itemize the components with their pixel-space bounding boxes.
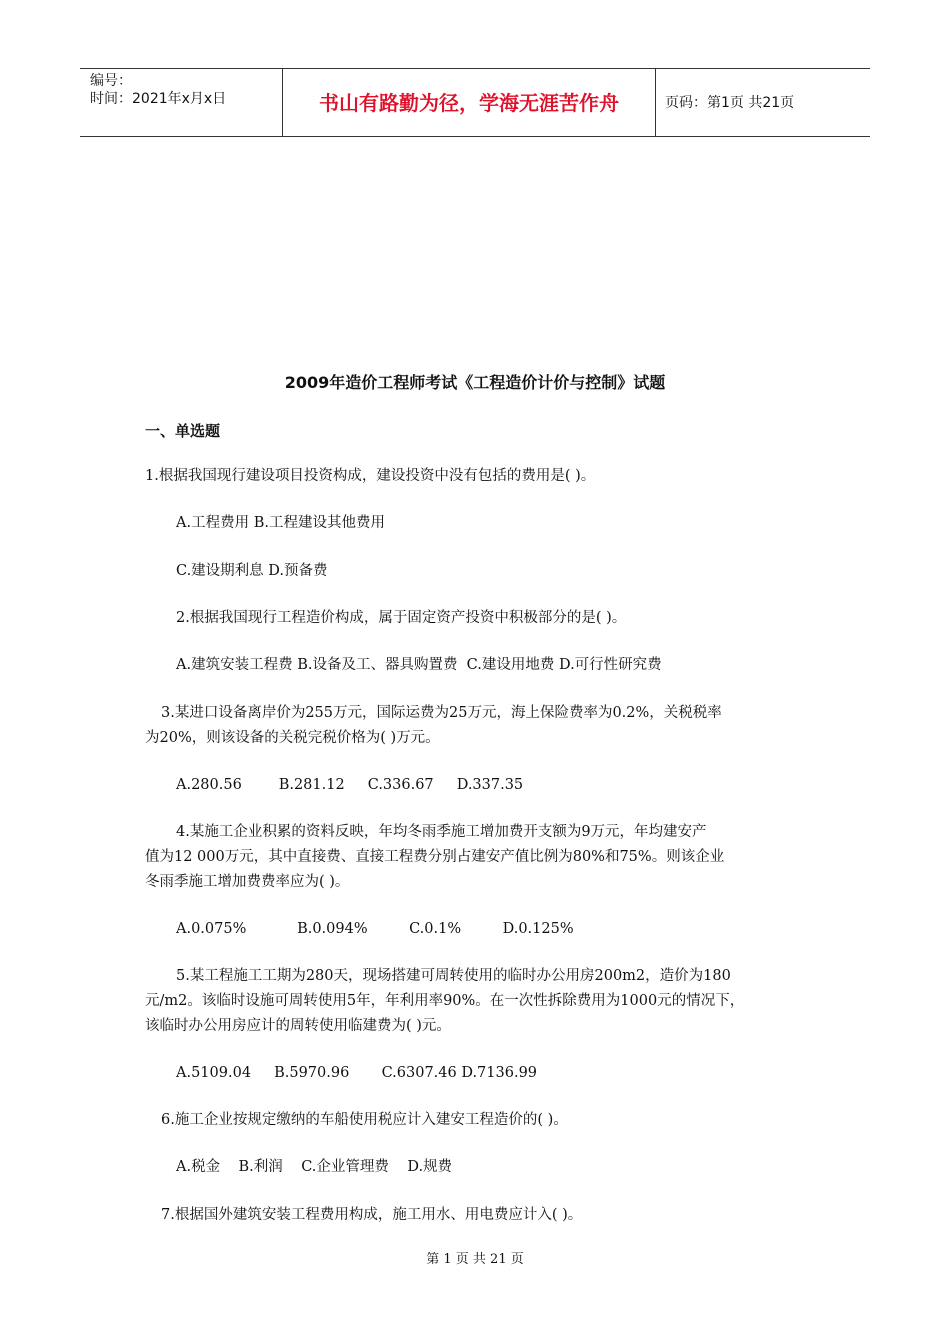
question-4-line-2: 值为12 000万元，其中直接费、直接工程费分别占建安产值比例为80%和75%。则该企业	[145, 849, 725, 865]
question-3-line-1: 3.某进口设备离岸价为255万元，国际运费为25万元，海上保险费率为0.2%，关税税率	[161, 705, 722, 721]
page-info: 页码：第1页 共21页	[665, 95, 795, 111]
motto: 书山有路勤为径，学海无涯苦作舟	[319, 91, 619, 115]
header-info-cell	[80, 69, 282, 136]
question-3-line-2: 为20%，则该设备的关税完税价格为( )万元。	[145, 730, 440, 746]
question-1-options-ab: A.工程费用 B.工程建设其他费用	[176, 515, 385, 531]
question-4-line-3: 冬雨季施工增加费费率应为( )。	[145, 874, 350, 890]
question-5-line-2: 元/m2。该临时设施可周转使用5年，年利用率90%。在一次性拆除费用为1000元的情况下，	[145, 993, 745, 1009]
time-label: 时间：2021年x月x日	[90, 91, 227, 107]
question-4-line-1: 4.某施工企业积累的资料反映，年均冬雨季施工增加费开支额为9万元，年均建安产	[176, 824, 707, 840]
question-4-options: A.0.075% B.0.094% C.0.1% D.0.125%	[176, 921, 574, 937]
question-2: 2.根据我国现行工程造价构成，属于固定资产投资中积极部分的是( )。	[176, 610, 627, 626]
question-7: 7.根据国外建筑安装工程费用构成，施工用水、用电费应计入( )。	[161, 1207, 583, 1223]
question-5-line-1: 5.某工程施工工期为280天，现场搭建可周转使用的临时办公用房200m2，造价为180	[176, 968, 731, 984]
section-heading: 一、单选题	[145, 422, 221, 440]
question-6: 6.施工企业按规定缴纳的车船使用税应计入建安工程造价的( )。	[161, 1112, 568, 1128]
page-footer: 第 1 页 共 21 页	[426, 1252, 524, 1267]
question-1: 1.根据我国现行建设项目投资构成，建设投资中没有包括的费用是( )。	[145, 468, 596, 484]
question-6-options: A.税金 B.利润 C.企业管理费 D.规费	[176, 1159, 453, 1175]
header-page-cell	[655, 69, 870, 136]
question-5-line-3: 该临时办公用房应计的周转使用临建费为( )元。	[145, 1018, 451, 1034]
header-table	[80, 68, 870, 137]
number-label: 编号：	[90, 73, 132, 89]
question-1-options-cd: C.建设期利息 D.预备费	[176, 563, 328, 579]
header-motto-cell	[282, 69, 656, 136]
document-title: 2009年造价工程师考试《工程造价计价与控制》试题	[284, 373, 666, 392]
question-3-options: A.280.56 B.281.12 C.336.67 D.337.35	[176, 777, 524, 793]
question-5-options: A.5109.04 B.5970.96 C.6307.46 D.7136.99	[176, 1065, 538, 1081]
question-2-options: A.建筑安装工程费 B.设备及工、器具购置费 C.建设用地费 D.可行性研究费	[176, 657, 662, 673]
